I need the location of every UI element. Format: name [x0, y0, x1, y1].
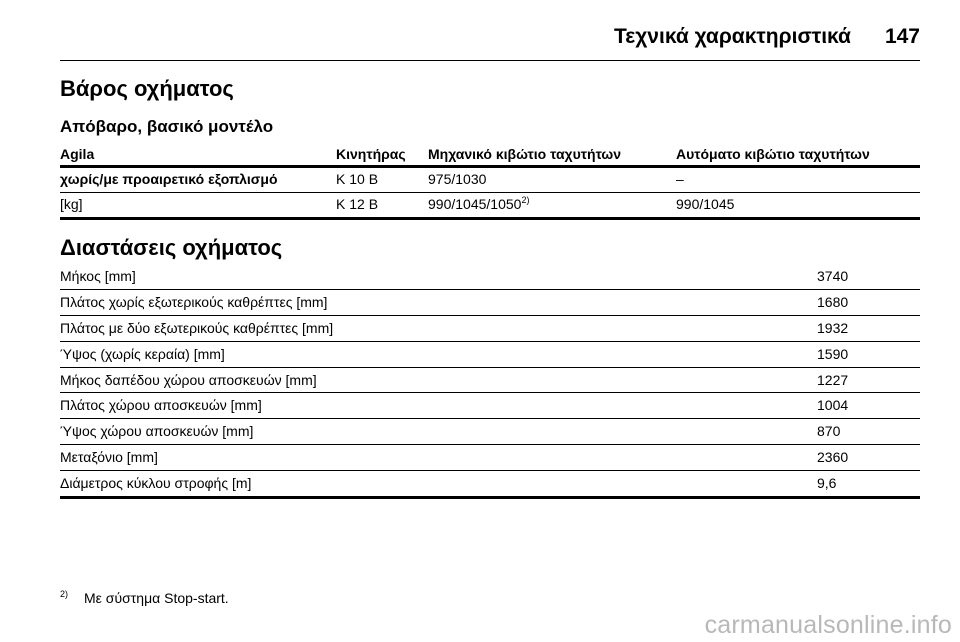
- weights-table: [60, 143, 920, 220]
- manual-cell: [428, 196, 529, 212]
- automatic-cell: 990/1045: [676, 196, 735, 212]
- table-row: [60, 316, 920, 342]
- table-row: [60, 264, 920, 290]
- page-number: 147: [884, 25, 920, 48]
- table-row: [60, 419, 920, 445]
- weights-heading: Βάρος οχήματος: [60, 76, 234, 101]
- dimension-value: 3740: [817, 268, 849, 284]
- column-header-engine: Κινητήρας: [336, 146, 406, 162]
- dimension-value: 870: [817, 423, 841, 440]
- manual-cell: 975/1030: [428, 171, 487, 187]
- table-row: [60, 193, 920, 220]
- column-header-model: Agila: [60, 146, 95, 162]
- section-title: Τεχνικά χαρακτηριστικά: [613, 25, 851, 48]
- dimension-value: 1227: [817, 371, 849, 388]
- footnote: [60, 590, 229, 606]
- dimension-label: Πλάτος χώρου αποσκευών [mm]: [60, 397, 262, 414]
- table-row: [60, 168, 920, 193]
- engine-cell: K 10 B: [336, 171, 379, 187]
- table-row: [60, 290, 920, 316]
- table-row: [60, 445, 920, 471]
- row-label: χωρίς/με προαιρετικό εξοπλισμό: [60, 171, 278, 187]
- dimension-value: 1004: [817, 397, 849, 414]
- dimensions-table: [60, 264, 920, 499]
- row-label-unit: [kg]: [60, 196, 83, 212]
- dimension-label: Μήκος [mm]: [60, 268, 136, 284]
- watermark: carmanualsonline.info: [704, 611, 952, 639]
- footnote-marker: 2): [60, 589, 69, 599]
- dimension-value: 1932: [817, 319, 849, 336]
- table-row: [60, 471, 920, 499]
- dimension-label: Ύψος (χωρίς κεραία) [mm]: [60, 345, 225, 362]
- column-header-automatic: Αυτόματο κιβώτιο ταχυτήτων: [676, 146, 870, 162]
- footnote-text: Με σύστημα Stop-start.: [84, 590, 229, 606]
- engine-cell: K 12 B: [336, 196, 379, 212]
- footnote-reference: 2): [521, 195, 530, 205]
- dimension-label: Μήκος δαπέδου χώρου αποσκευών [mm]: [60, 371, 317, 388]
- manual-value: 990/1045/1050: [428, 196, 522, 212]
- automatic-cell: –: [676, 171, 684, 187]
- table-row: [60, 342, 920, 368]
- dimension-label: Διάμετρος κύκλου στροφής [m]: [60, 475, 252, 492]
- dimension-value: 1680: [817, 293, 849, 310]
- table-row: [60, 393, 920, 419]
- weights-subheading: Απόβαρο, βασικό μοντέλο: [60, 117, 274, 136]
- dimension-label: Ύψος χώρου αποσκευών [mm]: [60, 423, 254, 440]
- weights-table-header: [60, 143, 920, 168]
- dimensions-heading: Διαστάσεις οχήματος: [60, 235, 283, 260]
- dimension-label: Μεταξόνιο [mm]: [60, 449, 158, 466]
- dimension-value: 9,6: [817, 475, 837, 492]
- dimension-label: Πλάτος χωρίς εξωτερικούς καθρέπτες [mm]: [60, 293, 328, 310]
- table-row: [60, 368, 920, 394]
- dimension-label: Πλάτος με δύο εξωτερικούς καθρέπτες [mm]: [60, 319, 334, 336]
- dimension-value: 1590: [817, 345, 849, 362]
- column-header-manual: Μηχανικό κιβώτιο ταχυτήτων: [428, 146, 622, 162]
- dimension-value: 2360: [817, 449, 849, 466]
- page-header: [60, 14, 920, 61]
